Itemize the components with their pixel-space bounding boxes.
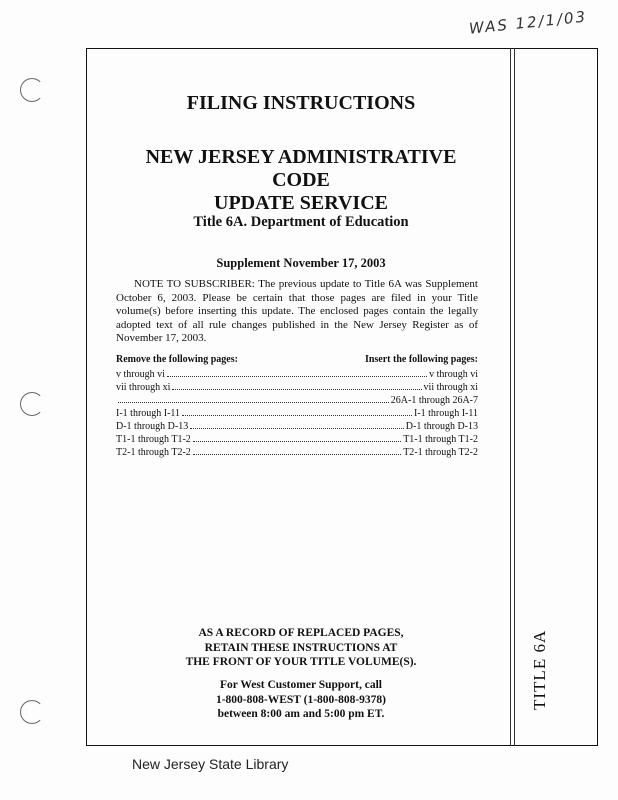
remove-pages: v through vi (116, 369, 165, 380)
support-hours: between 8:00 am and 5:00 pm ET. (217, 708, 385, 720)
subscriber-note: NOTE TO SUBSCRIBER: The previous update to Title 6A was Supplement October 6, 2003. Please be certain that those pages are filed in your Title volume(s) before inserting this update. The enclosed pages contain the legally adopted text of all rule changes published in the New Jersey Register as of November 17, 2003. (116, 278, 478, 344)
list-item (116, 394, 478, 407)
binder-hole-middle (20, 392, 44, 416)
remove-header: Remove the following pages: (116, 354, 238, 365)
column-headers (116, 354, 478, 365)
page-title: FILING INSTRUCTIONS (186, 92, 416, 114)
tab-divider-inner (514, 48, 515, 746)
remove-pages: T2-1 through T2-2 (116, 447, 191, 458)
list-item (116, 407, 478, 420)
code-subtitle (116, 146, 486, 215)
list-item (116, 433, 478, 446)
tab-divider (510, 48, 511, 746)
retain-line: THE FRONT OF YOUR TITLE VOLUME(S). (185, 656, 417, 668)
list-item (116, 368, 478, 381)
support-line: For West Customer Support, call (220, 679, 382, 691)
library-stamp: New Jersey State Library (132, 756, 289, 772)
support-phone: 1-800-808-WEST (1-800-808-9378) (215, 693, 387, 706)
subtitle-line: NEW JERSEY ADMINISTRATIVE CODE (145, 146, 457, 191)
insert-pages: D-1 through D-13 (405, 421, 478, 432)
customer-support (116, 678, 486, 722)
retain-notice (116, 626, 486, 670)
binder-hole-bottom (20, 700, 44, 724)
retain-line: AS A RECORD OF REPLACED PAGES, (198, 627, 404, 639)
insert-pages: T2-1 through T2-2 (403, 447, 478, 458)
list-item (116, 420, 478, 433)
retain-line: RETAIN THESE INSTRUCTIONS AT (204, 641, 398, 654)
subtitle-line: UPDATE SERVICE (214, 192, 388, 214)
remove-pages: T1-1 through T1-2 (116, 434, 191, 445)
page-list (116, 368, 478, 459)
insert-pages: T1-1 through T1-2 (403, 434, 478, 445)
binder-hole-top (20, 78, 44, 102)
insert-pages: v through vi (429, 369, 478, 380)
remove-pages: D-1 through D-13 (116, 421, 189, 432)
list-item (116, 446, 478, 459)
insert-pages: 26A-1 through 26A-7 (390, 395, 478, 406)
handwritten-note: WAS 12/1/03 (468, 7, 588, 38)
insert-pages: I-1 through I-11 (413, 408, 478, 419)
list-item (116, 381, 478, 394)
insert-pages: vii through xi (423, 382, 478, 393)
supplement-date: Supplement November 17, 2003 (216, 256, 386, 270)
remove-pages: I-1 through I-11 (116, 408, 181, 419)
title-tab-label: TITLE 6A (530, 629, 549, 711)
remove-pages: vii through xi (116, 382, 171, 393)
title-heading: Title 6A. Department of Education (193, 214, 409, 230)
insert-header: Insert the following pages: (364, 354, 478, 365)
